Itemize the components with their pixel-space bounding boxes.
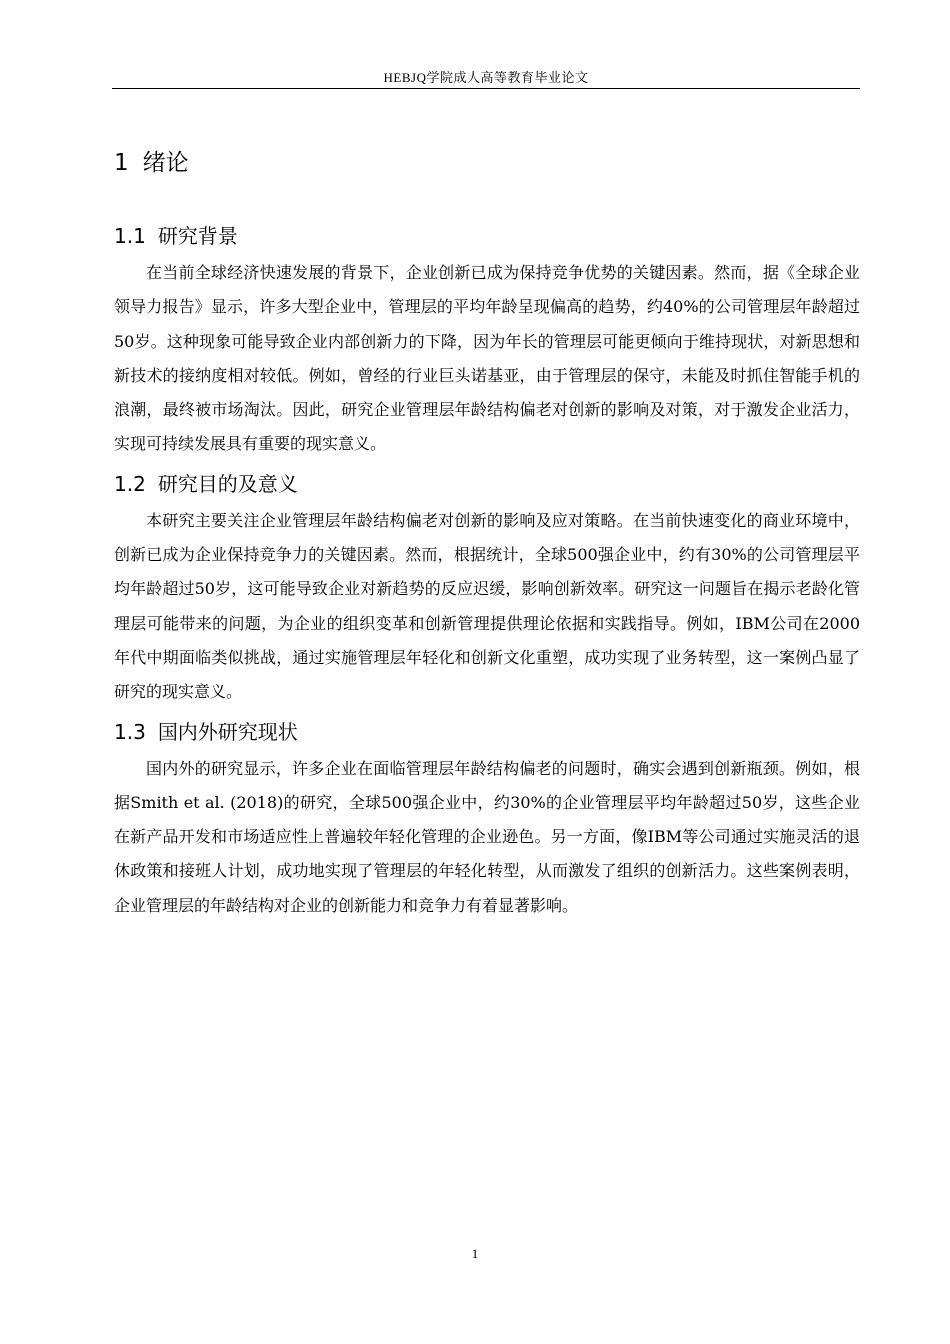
section-number: 1.1 [114,224,146,248]
page-number: 1 [471,1246,479,1261]
chapter-number: 1 [114,150,129,176]
section-title: 研究目的及意义 [157,471,298,496]
section-title: 国内外研究现状 [157,719,298,744]
section-1-3 [114,712,860,923]
section-1-2 [114,464,860,710]
section-paragraph: 本研究主要关注企业管理层年龄结构偏老对创新的影响及应对策略。在当前快速变化的商业环境中，创新已成为企业保持竞争力的关键因素。然而，根据统计，全球500强企业中，约有30%的公司管理层平均年龄超过50岁，这可能导致企业对新趋势的反应迟缓，影响创新效率。研究这一问题旨在揭示老龄化管理层可能带来的问题，为企业的组织变革和创新管理提供理论依据和实践指导。例如，IBM公司在2000年代中期面临类似挑战，通过实施管理层年轻化和创新文化重塑，成功实现了业务转型，这一案例凸显了研究的现实意义。 [114,510,860,702]
section-title: 研究背景 [157,224,238,248]
chapter-title: 绪论 [142,150,189,176]
section-number: 1.2 [114,471,146,496]
chapter-heading [114,140,860,186]
section-paragraph: 国内外的研究显示，许多企业在面临管理层年龄结构偏老的问题时，确实会遇到创新瓶颈。例如，根据Smith et al. (2018)的研究，全球500强企业中，约30%的企业管理层平均年龄超过50岁，这些企业在新产品开发和市场适应性上普遍较年轻化管理的企业逊色。另一方面，像IBM等公司通过实施灵活的退休政策和接班人计划，成功地实现了管理层的年轻化转型，从而激发了组织的创新活力。这些案例表明，企业管理层的年龄结构对企业的创新能力和竞争力有着显著影响。 [114,758,860,915]
header-rule [112,88,860,89]
section-heading [114,712,860,752]
page-body [114,140,860,923]
running-header: HEBJQ学院成人高等教育毕业论文 [383,70,589,85]
section-number: 1.3 [114,719,146,744]
section-paragraph: 在当前全球经济快速发展的背景下，企业创新已成为保持竞争优势的关键因素。然而，据《全球企业领导力报告》显示，许多大型企业中，管理层的平均年龄呈现偏高的趋势，约40%的公司管理层年龄超过50岁。这种现象可能导致企业内部创新力的下降，因为年长的管理层可能更倾向于维持现状，对新思想和新技术的接纳度相对较低。例如，曾经的行业巨头诺基亚，由于管理层的保守，未能及时抓住智能手机的浪潮，最终被市场淘汰。因此，研究企业管理层年龄结构偏老对创新的影响及对策，对于激发企业活力，实现可持续发展具有重要的现实意义。 [114,263,860,454]
section-heading [114,216,860,256]
section-1-1 [114,216,860,462]
section-heading [114,464,860,504]
